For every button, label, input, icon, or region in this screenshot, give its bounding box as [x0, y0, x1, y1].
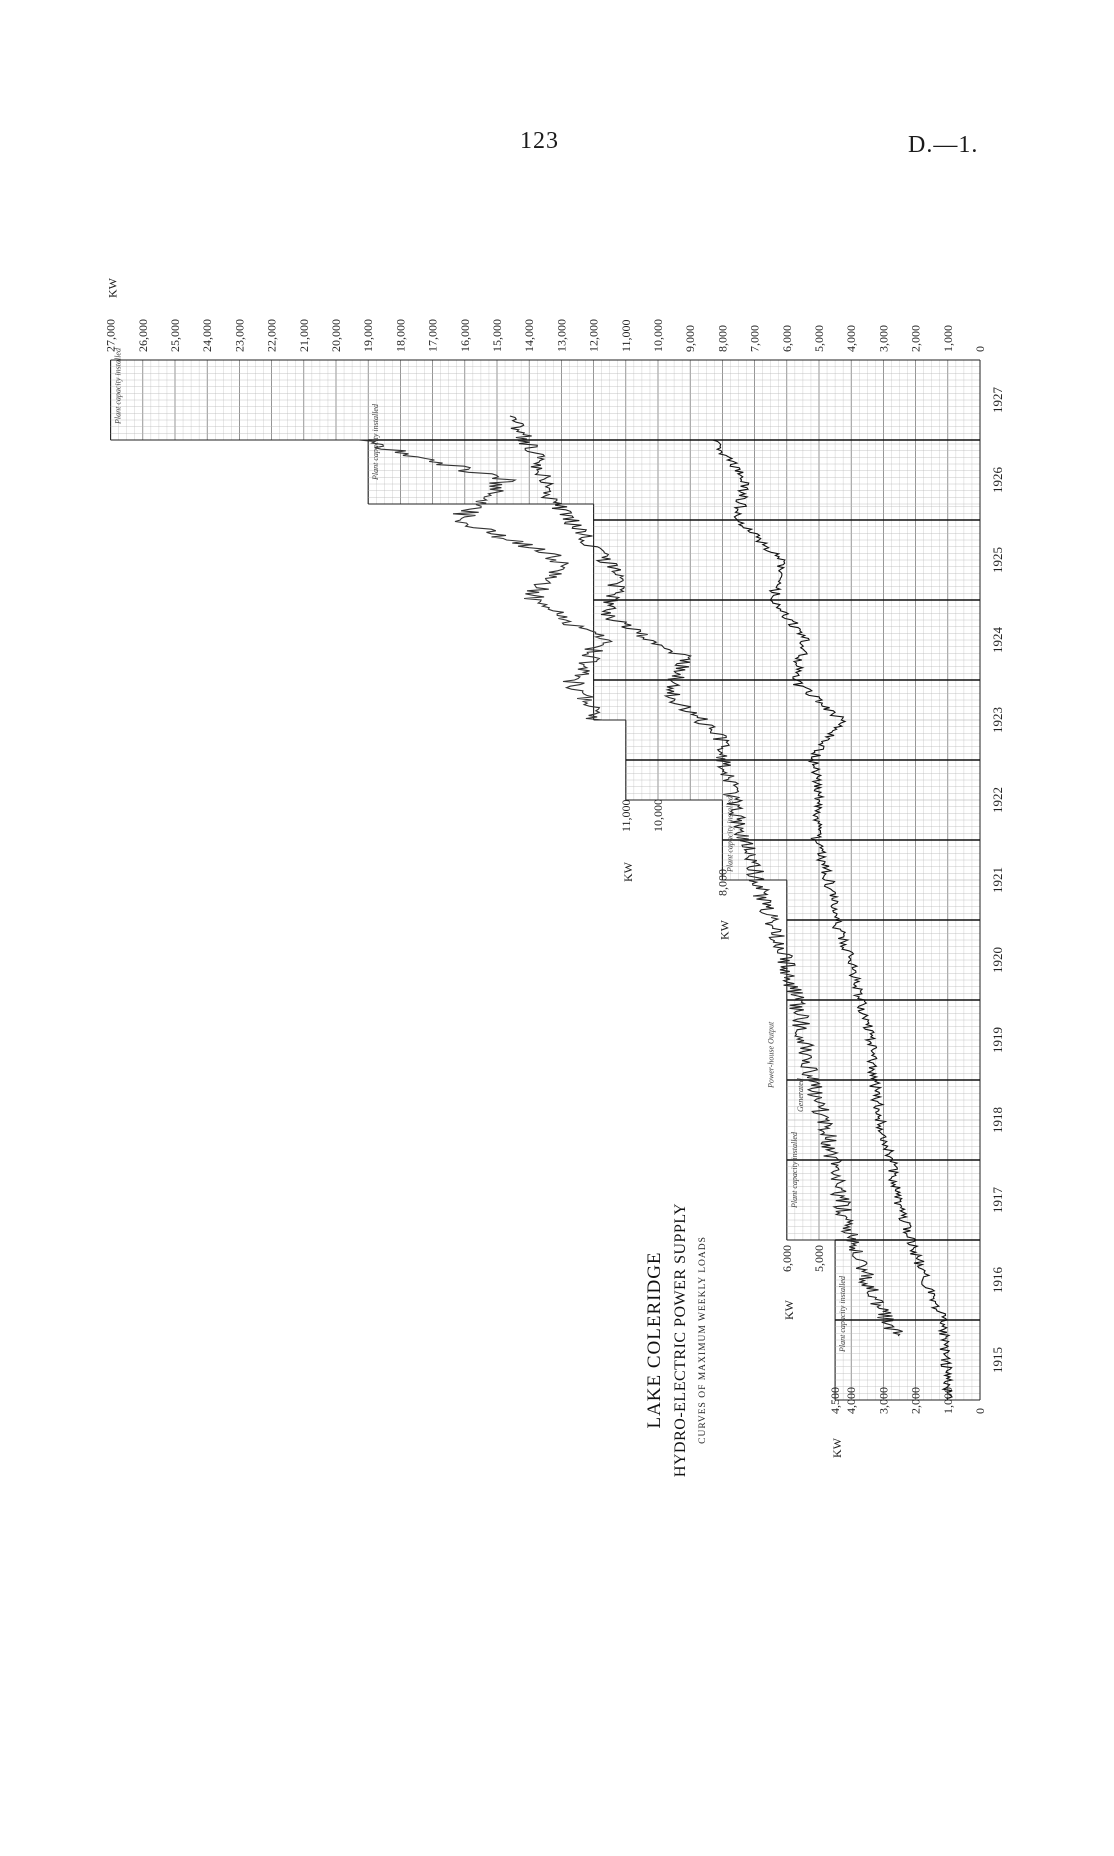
tick-label: 3,000 — [876, 1387, 891, 1414]
kw-unit-label: KW — [717, 920, 732, 940]
tick-label: 24,000 — [200, 319, 215, 352]
year-label: 1918 — [990, 1107, 1005, 1133]
annotations — [114, 347, 848, 1353]
annotation-label: Plant capacity installed — [725, 796, 735, 872]
tick-label: 18,000 — [393, 319, 408, 352]
tick-label: 20,000 — [329, 319, 343, 352]
kw-unit-label: KW — [781, 1300, 796, 1320]
tick-label: 2,000 — [908, 1387, 923, 1414]
year-label: 1925 — [990, 547, 1005, 573]
tick-label: 21,000 — [296, 319, 311, 352]
tick-label: 1,000 — [940, 1387, 955, 1414]
year-label: 1926 — [990, 467, 1005, 493]
tick-label: 10,000 — [651, 799, 665, 832]
tick-label: 1,000 — [940, 325, 955, 352]
tick-label: 14,000 — [522, 319, 537, 352]
tick-label: 27,000 — [103, 319, 118, 352]
tick-label: 25,000 — [168, 319, 182, 352]
tick-label: 16,000 — [457, 319, 472, 352]
annotation-label: Generated — [795, 1078, 805, 1112]
tick-label: 8,000 — [715, 325, 730, 352]
tick-label: 13,000 — [554, 319, 569, 352]
year-label: 1923 — [990, 707, 1005, 733]
year-label: 1922 — [990, 787, 1005, 813]
tick-label: 4,000 — [844, 325, 859, 352]
tick-label: 5,000 — [812, 1245, 826, 1272]
tick-label: 11,000 — [618, 799, 633, 832]
tick-label: 17,000 — [425, 319, 440, 352]
tick-label: 19,000 — [361, 319, 376, 352]
tick-label: 9,000 — [683, 325, 698, 352]
tick-label: 3,000 — [876, 325, 891, 352]
year-label: 1917 — [990, 1187, 1005, 1213]
annotation-label: Plant capacity installed — [113, 348, 123, 424]
year-label: 1921 — [990, 867, 1005, 893]
tick-label: 4,500 — [828, 1387, 843, 1414]
annotation-label: Plant capacity installed — [789, 1132, 799, 1208]
chart-grid — [111, 360, 980, 1400]
tick-label: 10,000 — [651, 319, 665, 352]
year-label: 1924 — [990, 627, 1005, 653]
tick-label: 12,000 — [586, 319, 601, 352]
tick-label: 2,000 — [908, 325, 923, 352]
kw-unit-label: KW — [620, 862, 635, 882]
tick-label: 23,000 — [232, 319, 247, 352]
year-label: 1919 — [990, 1027, 1005, 1053]
document-reference: D.—1. — [908, 132, 979, 158]
tick-label: 11,000 — [618, 319, 633, 352]
tick-label: 22,000 — [264, 319, 279, 352]
chart-title — [644, 1203, 708, 1477]
kw-unit-label: KW — [830, 1438, 845, 1458]
annotation-label: Plant capacity installed — [371, 404, 381, 480]
year-label: 1916 — [990, 1267, 1005, 1293]
year-label: 1915 — [990, 1347, 1005, 1373]
year-label: 1920 — [990, 947, 1005, 973]
tick-label: 26,000 — [135, 319, 150, 352]
annotation-label: Power-house Output — [766, 1021, 776, 1088]
year-labels — [990, 387, 1005, 1374]
title-line-1: LAKE COLERIDGE — [644, 1251, 665, 1429]
title-line-2: HYDRO-ELECTRIC POWER SUPPLY — [672, 1202, 689, 1478]
tick-label: 4,000 — [844, 1387, 859, 1414]
page-number: 123 — [520, 128, 559, 154]
tick-label: 6,000 — [779, 325, 794, 352]
year-label: 1927 — [990, 387, 1005, 413]
title-line-3: CURVES OF MAXIMUM WEEKLY LOADS — [698, 1236, 708, 1444]
annotation-label: Plant capacity installed — [838, 1276, 848, 1352]
tick-label: 7,000 — [747, 325, 762, 352]
tick-label: 6,000 — [779, 1245, 794, 1272]
tick-label: 0 — [973, 346, 987, 352]
kw-unit-label: KW — [105, 278, 120, 298]
tick-label: 8,000 — [715, 869, 730, 896]
tick-label: 5,000 — [812, 325, 826, 352]
tick-label: 0 — [973, 1408, 987, 1414]
tick-label: 15,000 — [490, 319, 504, 352]
series-line — [359, 440, 612, 720]
